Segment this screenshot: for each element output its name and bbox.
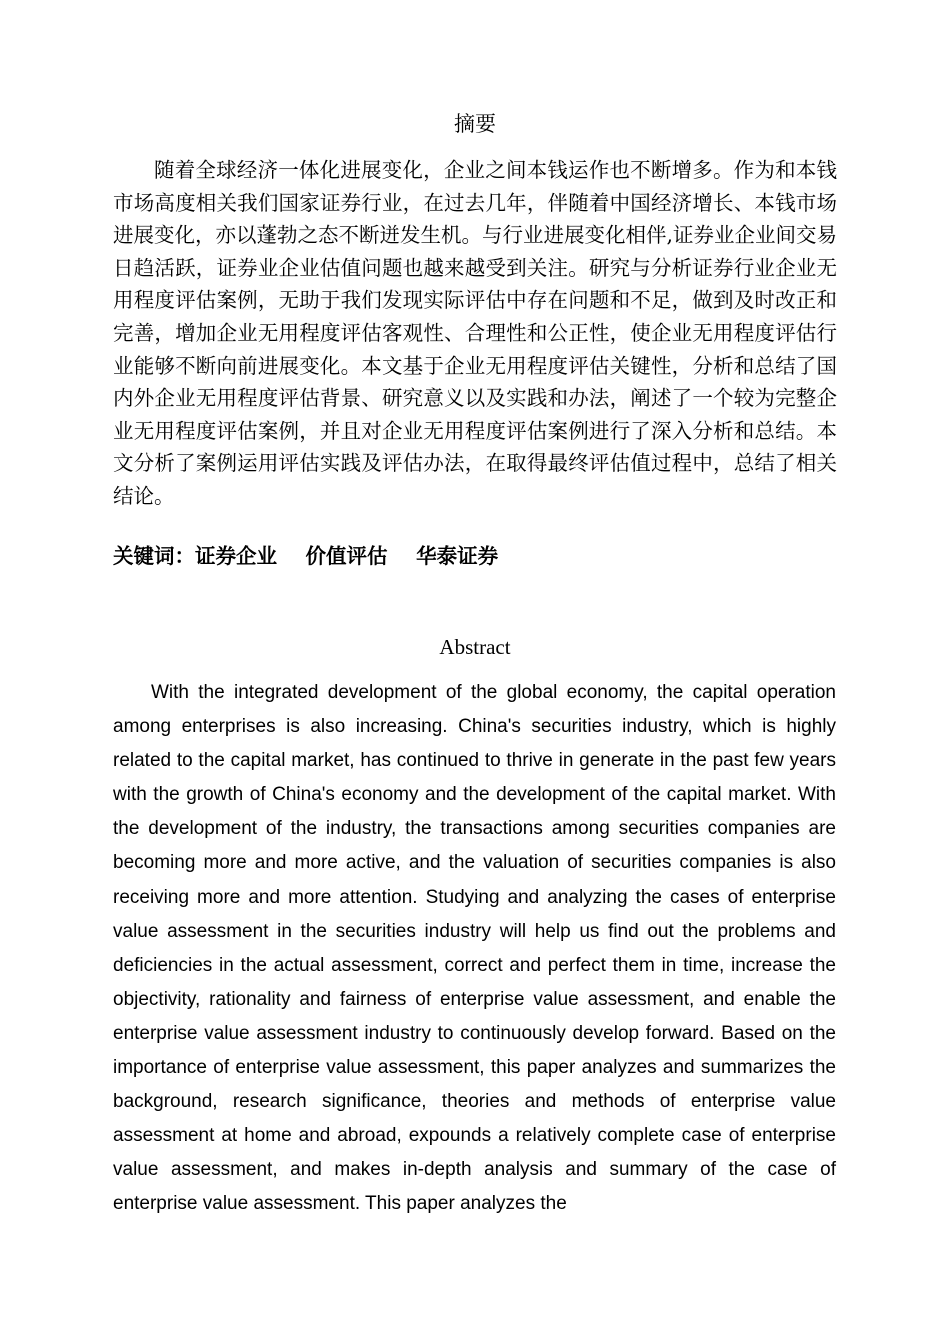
chinese-abstract-body: 随着全球经济一体化进展变化，企业之间本钱运作也不断增多。作为和本钱市场高度相关我们国家证券行业，在过去几年，伴随着中国经济增长、本钱市场进展变化，亦以蓬勃之态不断迸发生机。与行业进展变化相伴,证券业企业间交易日趋活跃，证券业企业估值问题也越来越受到关注。研究与分析证券行业企业无用程度评估案例，无助于我们发现实际评估中存在问题和不足，做到及时改正和完善，增加企业无用程度评估客观性、合理性和公正性，使企业无用程度评估行业能够不断向前进展变化。本文基于企业无用程度评估关键性，分析和总结了国内外企业无用程度评估背景、研究意义以及实践和办法，阐述了一个较为完整企业无用程度评估案例，并且对企业无用程度评估案例进行了深入分析和总结。本文分析了案例运用评估实践及评估办法，在取得最终评估值过程中，总结了相关结论。	[113, 158, 838, 508]
chinese-abstract-title: 摘要	[454, 112, 496, 136]
chinese-keywords: 关键词：证券企业 价值评估 华泰证券	[113, 544, 499, 568]
english-abstract-body: With the integrated development of the global economy, the capital operation among enterprises is also increasing. China's securities industry, which is highly related to the capital market, has continued to thrive in generate in the past few years with the growth of China's economy and the development of the capital market. With the development of the industry, the transactions among securities companies are becoming more and more active, and the valuation of securities companies is also receiving more and more attention. Studying and analyzing the cases of enterprise value assessment in the securities industry will help us find out the problems and deficiencies in the actual assessment, correct and perfect them in time, increase the objectivity, rationality and fairness of enterprise value assessment, and enable the enterprise value assessment industry to continuously develop forward. Based on the importance of enterprise value assessment, this paper analyzes and summarizes the background, research significance, theories and methods of enterprise value assessment at home and abroad, expounds a relatively complete case of enterprise value assessment, and makes in-depth analysis and summary of the case of enterprise value assessment. This paper analyzes the	[113, 682, 836, 1215]
english-abstract-title: Abstract	[439, 635, 511, 659]
